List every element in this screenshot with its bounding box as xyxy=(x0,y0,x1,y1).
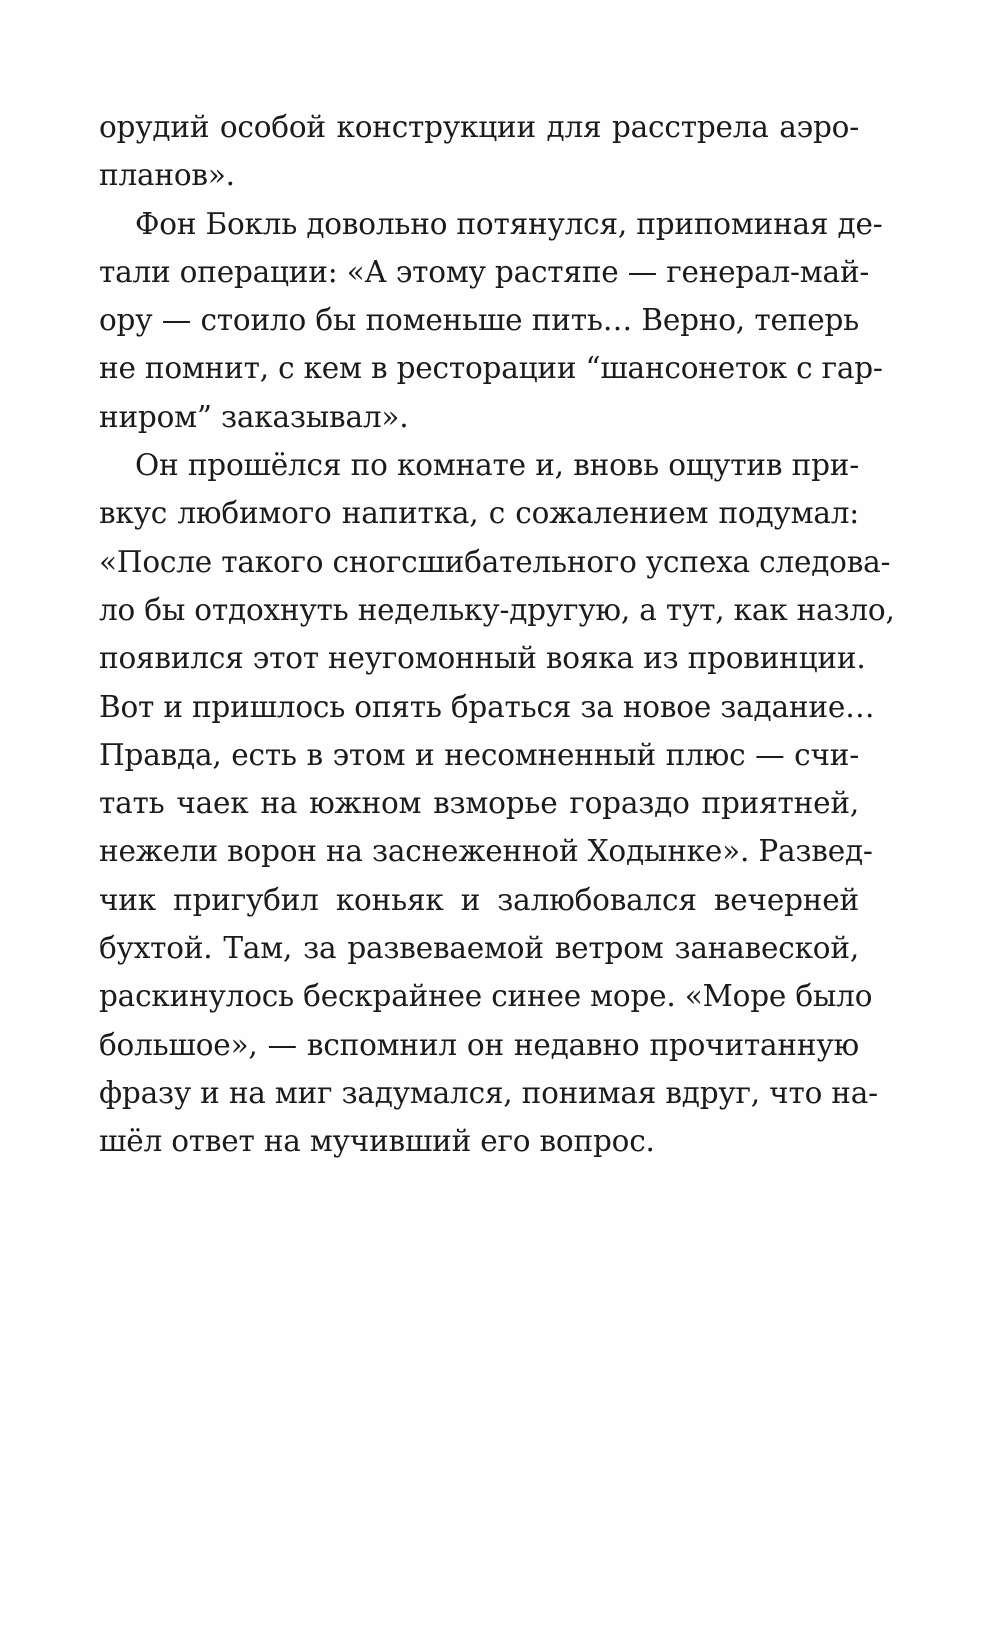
paragraph-3 xyxy=(99,441,895,1165)
text-line: Он прошёлся по комнате и, вновь ощутив при- xyxy=(135,448,859,483)
text-line: ло бы отдохнуть недельку-другую, а тут, как назло, xyxy=(99,592,895,627)
text-line: тать чаек на южном взморье гораздо приятней, xyxy=(99,786,859,821)
text-line: появился этот неугомонный вояка из провинции. xyxy=(99,641,866,676)
paragraph-2 xyxy=(99,200,883,441)
text-line: шёл ответ на мучивший его вопрос. xyxy=(99,1124,655,1159)
text-line: планов». xyxy=(99,158,235,193)
text-line: ниром” заказывал». xyxy=(99,399,409,434)
text-line: орудий особой конструкции для расстрела аэро- xyxy=(99,110,859,144)
text-line: ору — стоило бы поменьше пить… Верно, теперь xyxy=(99,303,859,338)
text-line: чик пригубил коньяк и залюбовался вечерней xyxy=(99,882,859,917)
text-line: Фон Бокль довольно потянулся, припоминая де- xyxy=(135,206,883,241)
text-line: фразу и на миг задумался, понимая вдруг, что на- xyxy=(99,1075,878,1110)
text-line: Правда, есть в этом и несомненный плюс — счи- xyxy=(99,737,859,772)
text-line: тали операции: «А этому растяпе — генерал-май- xyxy=(99,254,870,289)
text-line: Вот и пришлось опять браться за новое задание… xyxy=(99,689,875,724)
text-line: большое», — вспомнил он недавно прочитанную xyxy=(99,1027,859,1062)
paragraph-1 xyxy=(99,103,859,200)
text-line: вкус любимого напитка, с сожалением подумал: xyxy=(99,496,859,531)
body-text xyxy=(99,103,895,1166)
text-line: «После такого сногсшибательного успеха следова- xyxy=(99,544,891,579)
text-line: бухтой. Там, за развеваемой ветром занавеской, xyxy=(99,931,859,966)
text-line: раскинулось бескрайнее синее море. «Море было xyxy=(99,979,873,1014)
text-line: не помнит, с кем в ресторации “шансонеток с гар- xyxy=(99,351,883,386)
text-line: нежели ворон на заснеженной Ходынке». Развед- xyxy=(99,834,873,869)
